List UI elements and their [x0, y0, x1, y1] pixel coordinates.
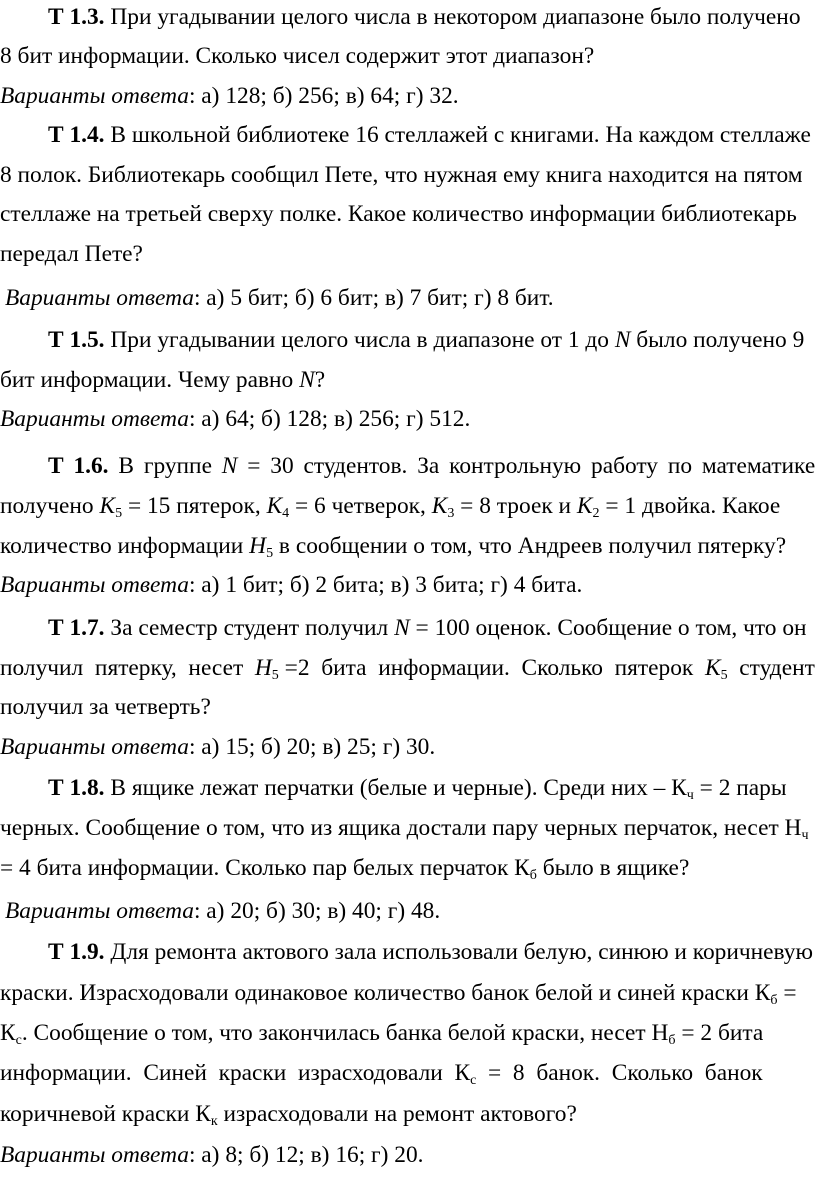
var-h: H	[249, 533, 267, 559]
task-1-4-line-4	[0, 239, 143, 269]
task-1-6-answers	[0, 570, 582, 600]
var-k: K	[431, 493, 448, 519]
task-text: получено	[0, 493, 100, 519]
var-k: K	[99, 493, 116, 519]
subscript: 5	[266, 546, 274, 561]
task-1-5-answers	[0, 404, 470, 434]
subscript: 2	[592, 506, 600, 521]
task-text: За семестр студент получил	[110, 615, 395, 641]
task-text: бит информации. Чему равно	[0, 367, 300, 393]
task-1-9-line-2	[0, 978, 797, 1008]
task-number: Т 1.7.	[48, 615, 105, 641]
answers-options: : а) 128; б) 256; в) 64; г) 32.	[188, 83, 459, 109]
task-text: = 4 бита информации. Сколько пар белых перчаток К	[0, 855, 530, 881]
answers-options: : а) 8; б) 12; в) 16; г) 20.	[188, 1142, 424, 1168]
task-1-6-line-1	[48, 451, 815, 481]
subscript: к	[210, 1114, 218, 1129]
answers-options: : а) 5 бит; б) 6 бит; в) 7 бит; г) 8 бит.	[193, 285, 554, 311]
subscript: б	[770, 993, 778, 1008]
task-1-5-line-2	[0, 365, 325, 395]
task-1-9-answers	[0, 1140, 424, 1170]
task-text: передал Пете?	[0, 241, 143, 267]
task-number: Т 1.4.	[48, 122, 105, 148]
answers-label: Варианты ответа	[0, 572, 189, 598]
task-text: = 30 студентов. За контрольную работу по математике	[237, 453, 816, 479]
task-text: К	[0, 1020, 16, 1046]
answers-options: : а) 1 бит; б) 2 бита; в) 3 бита; г) 4 бита.	[188, 572, 583, 598]
task-1-3-line-1	[48, 2, 801, 32]
task-text: При угадывании целого числа в некотором диапазоне было получено	[110, 4, 801, 30]
task-1-8-answers	[5, 896, 440, 926]
task-text: в сообщении о том, что Андреев получил пятерку?	[273, 533, 787, 559]
task-1-7-line-1	[48, 613, 807, 643]
task-text: Для ремонта актового зала использовали белую, синюю и коричневую	[110, 939, 813, 965]
task-text: студент	[727, 655, 815, 681]
answers-label: Варианты ответа	[0, 1142, 189, 1168]
task-text: ?	[314, 367, 326, 393]
task-1-8-line-2	[0, 813, 808, 843]
subscript: с	[15, 1033, 22, 1048]
var-k: K	[266, 493, 283, 519]
var-n: N	[221, 453, 238, 479]
task-1-8-line-3	[0, 853, 689, 883]
task-text: В группе	[118, 453, 222, 479]
var-k: K	[704, 655, 721, 681]
task-text: При угадывании целого числа в диапазоне от 1 до	[110, 327, 615, 353]
subscript: 5	[115, 506, 123, 521]
subscript: ч	[686, 788, 694, 803]
task-text: =	[777, 980, 797, 1006]
answers-label: Варианты ответа	[0, 406, 189, 432]
task-number: Т 1.8.	[48, 775, 105, 801]
answers-options: : а) 64; б) 128; в) 256; г) 512.	[188, 406, 471, 432]
task-text: израсходовали на ремонт актового?	[217, 1101, 577, 1127]
task-1-7-line-2	[0, 653, 815, 683]
subscript: б	[529, 868, 537, 883]
var-n: N	[299, 367, 315, 393]
answers-options: : а) 20; б) 30; в) 40; г) 48.	[193, 898, 441, 924]
task-text: = 1 двойка. Какое	[599, 493, 781, 519]
task-text: = 15 пятерок,	[122, 493, 267, 519]
task-text: В школьной библиотеке 16 стеллажей с книгами. На каждом стеллаже	[110, 122, 811, 148]
task-text: было получено 9	[630, 327, 805, 353]
task-text: информации. Синей краски израсходовали К	[0, 1060, 471, 1086]
task-text: коричневой краски К	[0, 1101, 211, 1127]
task-text: получил за четверть?	[0, 694, 211, 720]
task-1-3-answers	[0, 81, 459, 111]
task-text: краски. Израсходовали одинаковое количество банок белой и синей краски К	[0, 980, 771, 1006]
subscript: б	[668, 1033, 676, 1048]
var-n: N	[394, 615, 410, 641]
task-text: 8 полок. Библиотекарь сообщил Пете, что нужная ему книга находится на пятом	[0, 162, 803, 188]
task-1-9-line-3	[0, 1018, 763, 1048]
task-number: Т 1.6.	[48, 453, 109, 479]
answers-label: Варианты ответа	[5, 285, 194, 311]
var-k: K	[576, 493, 593, 519]
var-n: N	[614, 327, 631, 353]
task-text: стеллаже на третьей сверху полке. Какое количество информации библиотекарь	[0, 201, 797, 227]
task-1-8-line-1	[48, 773, 787, 803]
task-number: Т 1.9.	[48, 939, 105, 965]
task-text: = 8 троек и	[454, 493, 577, 519]
task-1-4-answers	[5, 283, 554, 313]
subscript: ч	[801, 828, 809, 843]
task-1-4-line-2	[0, 160, 803, 190]
task-1-7-answers	[0, 732, 435, 762]
task-text: = 6 четверок,	[289, 493, 432, 519]
task-text: = 100 оценок. Сообщение о том, что он	[409, 615, 807, 641]
task-text: черных. Сообщение о том, что из ящика достали пару черных перчаток, несет Н	[0, 815, 802, 841]
task-text: В ящике лежат перчатки (белые и черные). Среди них – К	[110, 775, 687, 801]
task-1-7-line-3	[0, 692, 211, 722]
task-1-5-line-1	[48, 325, 804, 355]
task-text: получил пятерку, несет	[0, 655, 255, 681]
task-1-4-line-3	[0, 199, 797, 229]
subscript: 5	[271, 668, 279, 683]
task-text: . Сообщение о том, что закончилась банка белой краски, несет Н	[21, 1020, 669, 1046]
task-text: количество информации	[0, 533, 250, 559]
answers-label: Варианты ответа	[0, 734, 189, 760]
task-text: = 2 бита	[675, 1020, 764, 1046]
subscript: с	[470, 1073, 477, 1088]
task-number: Т 1.3.	[48, 4, 105, 30]
answers-label: Варианты ответа	[0, 83, 189, 109]
task-1-6-line-3	[0, 531, 786, 561]
subscript: 4	[282, 506, 290, 521]
task-1-9-line-4	[0, 1058, 763, 1088]
task-text: было в ящике?	[536, 855, 690, 881]
task-1-4-line-1	[48, 120, 811, 150]
task-text: 8 бит информации. Сколько чисел содержит этот диапазон?	[0, 43, 595, 69]
task-text: = 2 пары	[693, 775, 787, 801]
task-text: =2 бита информации. Сколько пятерок	[278, 655, 705, 681]
task-1-9-line-1	[48, 937, 813, 967]
task-1-9-line-5	[0, 1099, 577, 1129]
task-text: = 8 банок. Сколько банок	[476, 1060, 763, 1086]
answers-options: : а) 15; б) 20; в) 25; г) 30.	[188, 734, 436, 760]
var-h: H	[254, 655, 272, 681]
task-1-3-line-2	[0, 41, 594, 71]
task-number: Т 1.5.	[48, 327, 105, 353]
answers-label: Варианты ответа	[5, 898, 194, 924]
task-1-6-line-2	[0, 491, 780, 521]
subscript: 5	[720, 668, 728, 683]
subscript: 3	[447, 506, 455, 521]
